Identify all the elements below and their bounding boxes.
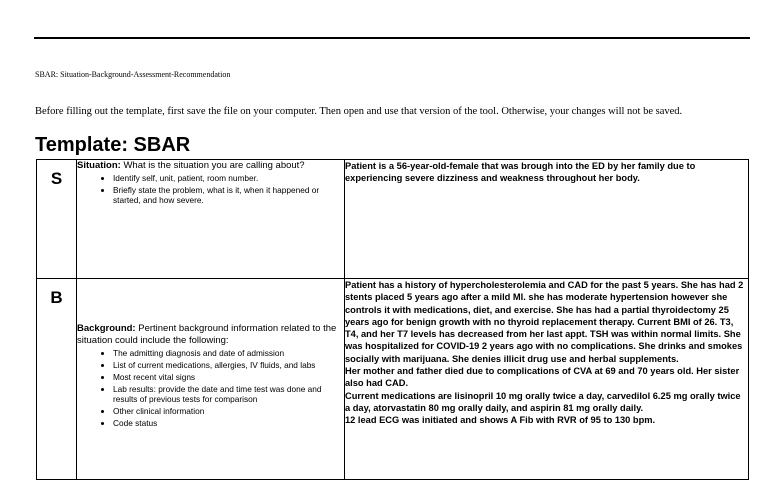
situation-row — [37, 160, 749, 279]
background-bullet: • Code status — [113, 418, 344, 428]
top-rule — [34, 37, 750, 39]
situation-response-cell[interactable] — [345, 160, 749, 279]
situation-letter-cell — [37, 160, 77, 279]
background-prompt-title: Background: — [77, 323, 136, 334]
background-bullet: • Other clinical information — [113, 406, 344, 416]
instructions-text: Before filling out the template, first save the file on your computer. Then open and use that version of the tool. Otherwise, your changes will not be saved. — [35, 106, 683, 117]
background-prompt-cell — [77, 279, 345, 480]
prompt-spacer — [77, 279, 344, 323]
background-bullet: • Most recent vital signs — [113, 372, 344, 382]
background-bullet-list — [77, 348, 344, 428]
document-header: SBAR: Situation-Background-Assessment-Recommendation — [35, 70, 231, 79]
situation-prompt-cell — [77, 160, 345, 279]
situation-prompt-title: Situation: — [77, 160, 121, 171]
situation-prompt-text: What is the situation you are calling about? — [123, 160, 305, 171]
situation-bullet-list — [77, 173, 344, 205]
situation-bullet: • Briefly state the problem, what is it, when it happened or started, and how severe. — [113, 185, 344, 205]
background-response-paragraph: Her mother and father died due to complications of CVA at 69 and 70 years old. Her sister also had CAD. — [345, 366, 740, 389]
situation-bullet: • Identify self, unit, patient, room number. — [113, 173, 344, 183]
background-response-paragraph: 12 lead ECG was initiated and shows A Fib with RVR of 95 to 130 bpm. — [345, 415, 656, 426]
background-bullet: • The admitting diagnosis and date of admission — [113, 348, 344, 358]
background-letter: B — [50, 288, 63, 307]
background-response-paragraph: Patient has a history of hypercholesterolemia and CAD for the past 5 years. She has had 2 stents placed 5 years ago after a mild MI. she has moderate hypertension however she controls it with medications, diet, and exercise. She has had a partial thyroidectomy 25 years ago for benign growth with no thyroid replacement therapy. Current BMI of 26. T3, T4, and her T7 levels has decreased from her last appt. TSH was within normal limits. She was hospitalized for COVID-19 2 years ago with no complications. She drinks and smokes socially with marijuana. She denies illicit drug use and herbal supplements. — [345, 280, 744, 364]
situation-response-paragraph: Patient is a 56-year-old-female that was brough into the ED by her family due to experiencing severe dizziness and weakness throughout her body. — [345, 161, 696, 184]
background-response-paragraph: Current medications are lisinopril 10 mg orally twice a day, carvedilol 6.25 mg orally twice a day, atorvastatin 80 mg orally daily, and aspirin 81 mg orally daily. — [345, 390, 741, 413]
template-title: Template: SBAR — [35, 134, 191, 156]
background-prompt-text: Pertinent background information related to the situation could include the following: — [77, 323, 337, 346]
background-response-cell[interactable] — [345, 279, 749, 480]
background-bullet: • List of current medications, allergies, IV fluids, and labs — [113, 360, 344, 370]
situation-letter: S — [50, 169, 63, 188]
sbar-table — [36, 159, 749, 480]
background-letter-cell — [37, 279, 77, 480]
background-row — [37, 279, 749, 480]
background-bullet: • Lab results: provide the date and time test was done and results of previous tests for comparison — [113, 384, 344, 404]
